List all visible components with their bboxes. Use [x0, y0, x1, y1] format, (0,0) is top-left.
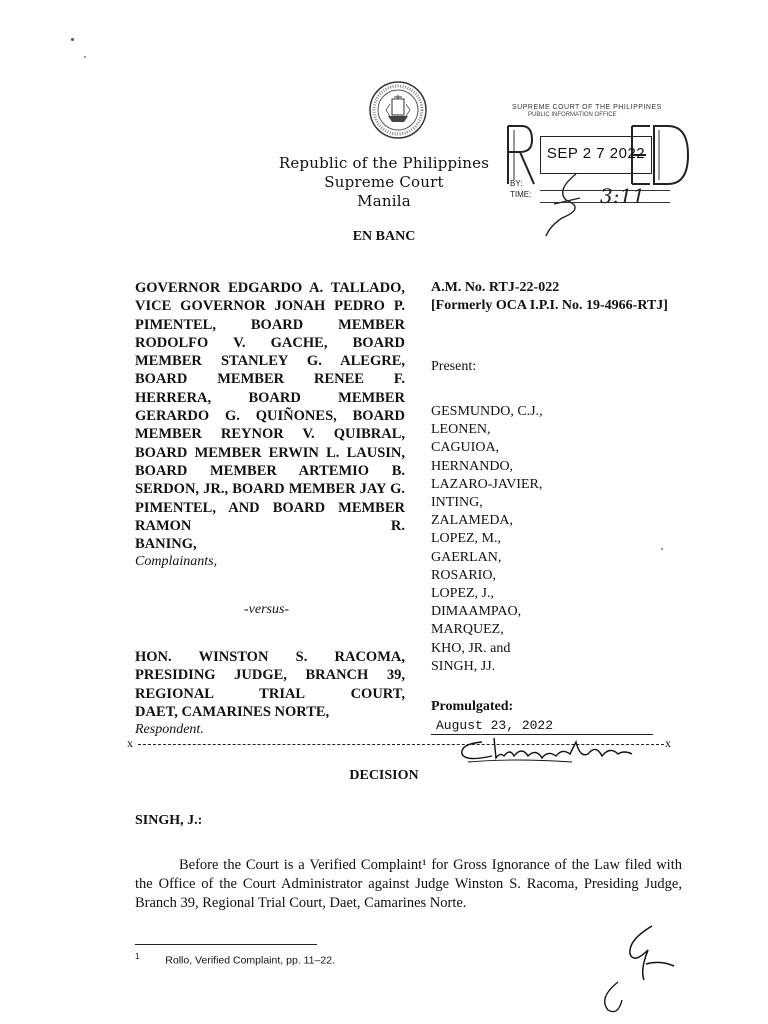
court-heading: Supreme Court [324, 173, 444, 191]
justice-name: LAZARO-JAVIER, [431, 476, 543, 492]
stamp-time-label: TIME: [510, 190, 532, 199]
justice-name: LEONEN, [431, 422, 491, 438]
justice-name: GAERLAN, [431, 549, 502, 565]
decision-heading: DECISION [349, 768, 419, 783]
stamp-date: SEP 2 7 2022 [546, 145, 646, 162]
justice-name: LOPEZ, J., [431, 586, 494, 602]
ponente-name: SINGH, J.: [135, 813, 203, 828]
footnote [135, 952, 335, 967]
clerk-signature-icon [452, 728, 652, 768]
justice-name: MARQUEZ, [431, 622, 504, 638]
ponente [135, 813, 202, 829]
justices-list [431, 403, 681, 676]
footnote-number: 1 [135, 952, 140, 961]
justice-name: ZALAMEDA, [431, 513, 514, 529]
case-formerly: [Formerly OCA I.P.I. No. 19-4966-RTJ] [431, 298, 668, 313]
supreme-court-seal-icon [368, 80, 428, 140]
republic-heading: Republic of the Philippines [278, 154, 490, 172]
complainants-names: GOVERNOR EDGARDO A. TALLADO, VICE GOVERNOR JONAH PEDRO P. PIMENTEL, BOARD MEMBER RODOLFO V. GACHE, BOARD MEMBER STANLEY G. ALEGRE, BOARD MEMBER RENEE F. HERRERA, BOARD MEMBER GERARDO G. QUIÑONES, BOARD MEMBER REYNOR V. QUIBRAL, BOARD MEMBER ERWIN L. LAUSIN, BOARD MEMBER ARTEMIO B. SERDON, JR., BOARD MEMBER JAY G. PIMENTEL, AND BOARD MEMBER RAMON R. [135, 280, 405, 534]
present-label: Present: [431, 359, 477, 374]
justice-name: ROSARIO, [431, 567, 496, 583]
separator-right-end: x [665, 736, 671, 750]
promulgated-label: Promulgated: [431, 699, 514, 714]
stray-mark [71, 38, 74, 41]
stamp-time-value: 3:11 [600, 184, 645, 208]
justice-name: INTING, [431, 495, 483, 511]
case-caption [135, 279, 405, 572]
complainants-label: Complainants, [135, 554, 218, 570]
justice-name: CAGUIOA, [431, 440, 500, 456]
respondent-names: HON. WINSTON S. RACOMA, PRESIDING JUDGE, BRANCH 39, REGIONAL TRIAL COURT, [135, 649, 405, 702]
stamp-by-label: BY: [510, 179, 523, 188]
footnote-divider [135, 944, 317, 945]
stray-mark [661, 548, 663, 550]
margin-initials-icon [588, 920, 678, 1015]
respondent-caption [135, 648, 405, 739]
footnote-text: Rollo, Verified Complaint, pp. 11–22. [165, 954, 335, 967]
stray-mark [84, 56, 86, 58]
city-heading: Manila [357, 192, 411, 210]
promulgated-date: August 23, 2022 [436, 718, 554, 733]
respondent-last-line: DAET, CAMARINES NORTE, [135, 703, 330, 720]
decision-paragraph [135, 856, 682, 912]
separator-left-end: x [127, 736, 133, 750]
justice-name: HERNANDO, [431, 458, 514, 474]
justice-name: GESMUNDO, C.J., [431, 404, 543, 419]
division-heading: EN BANC [352, 229, 416, 244]
versus-label: -versus- [244, 602, 290, 617]
stamp-office-line2: PUBLIC INFORMATION OFFICE [528, 112, 617, 118]
complainants-last-line: BANING, [135, 536, 197, 553]
respondent-label: Respondent. [135, 722, 204, 738]
justice-name: SINGH, JJ. [431, 658, 496, 674]
paragraph-text: Before the Court is a Verified Complaint¹ for Gross Ignorance of the Law filed with the Office of the Court Administrator against Judge Winston S. Racoma, Presiding Judge, Branch 39, Regional Trial Court, Daet, Camarines Norte. [135, 857, 682, 911]
stamp-office-line1: SUPREME COURT OF THE PHILIPPINES [512, 104, 662, 111]
justice-name: DIMAAMPAO, [431, 604, 522, 620]
justice-name: KHO, JR. and [431, 640, 511, 656]
justice-name: LOPEZ, M., [431, 531, 501, 547]
case-number: A.M. No. RTJ-22-022 [431, 280, 560, 295]
